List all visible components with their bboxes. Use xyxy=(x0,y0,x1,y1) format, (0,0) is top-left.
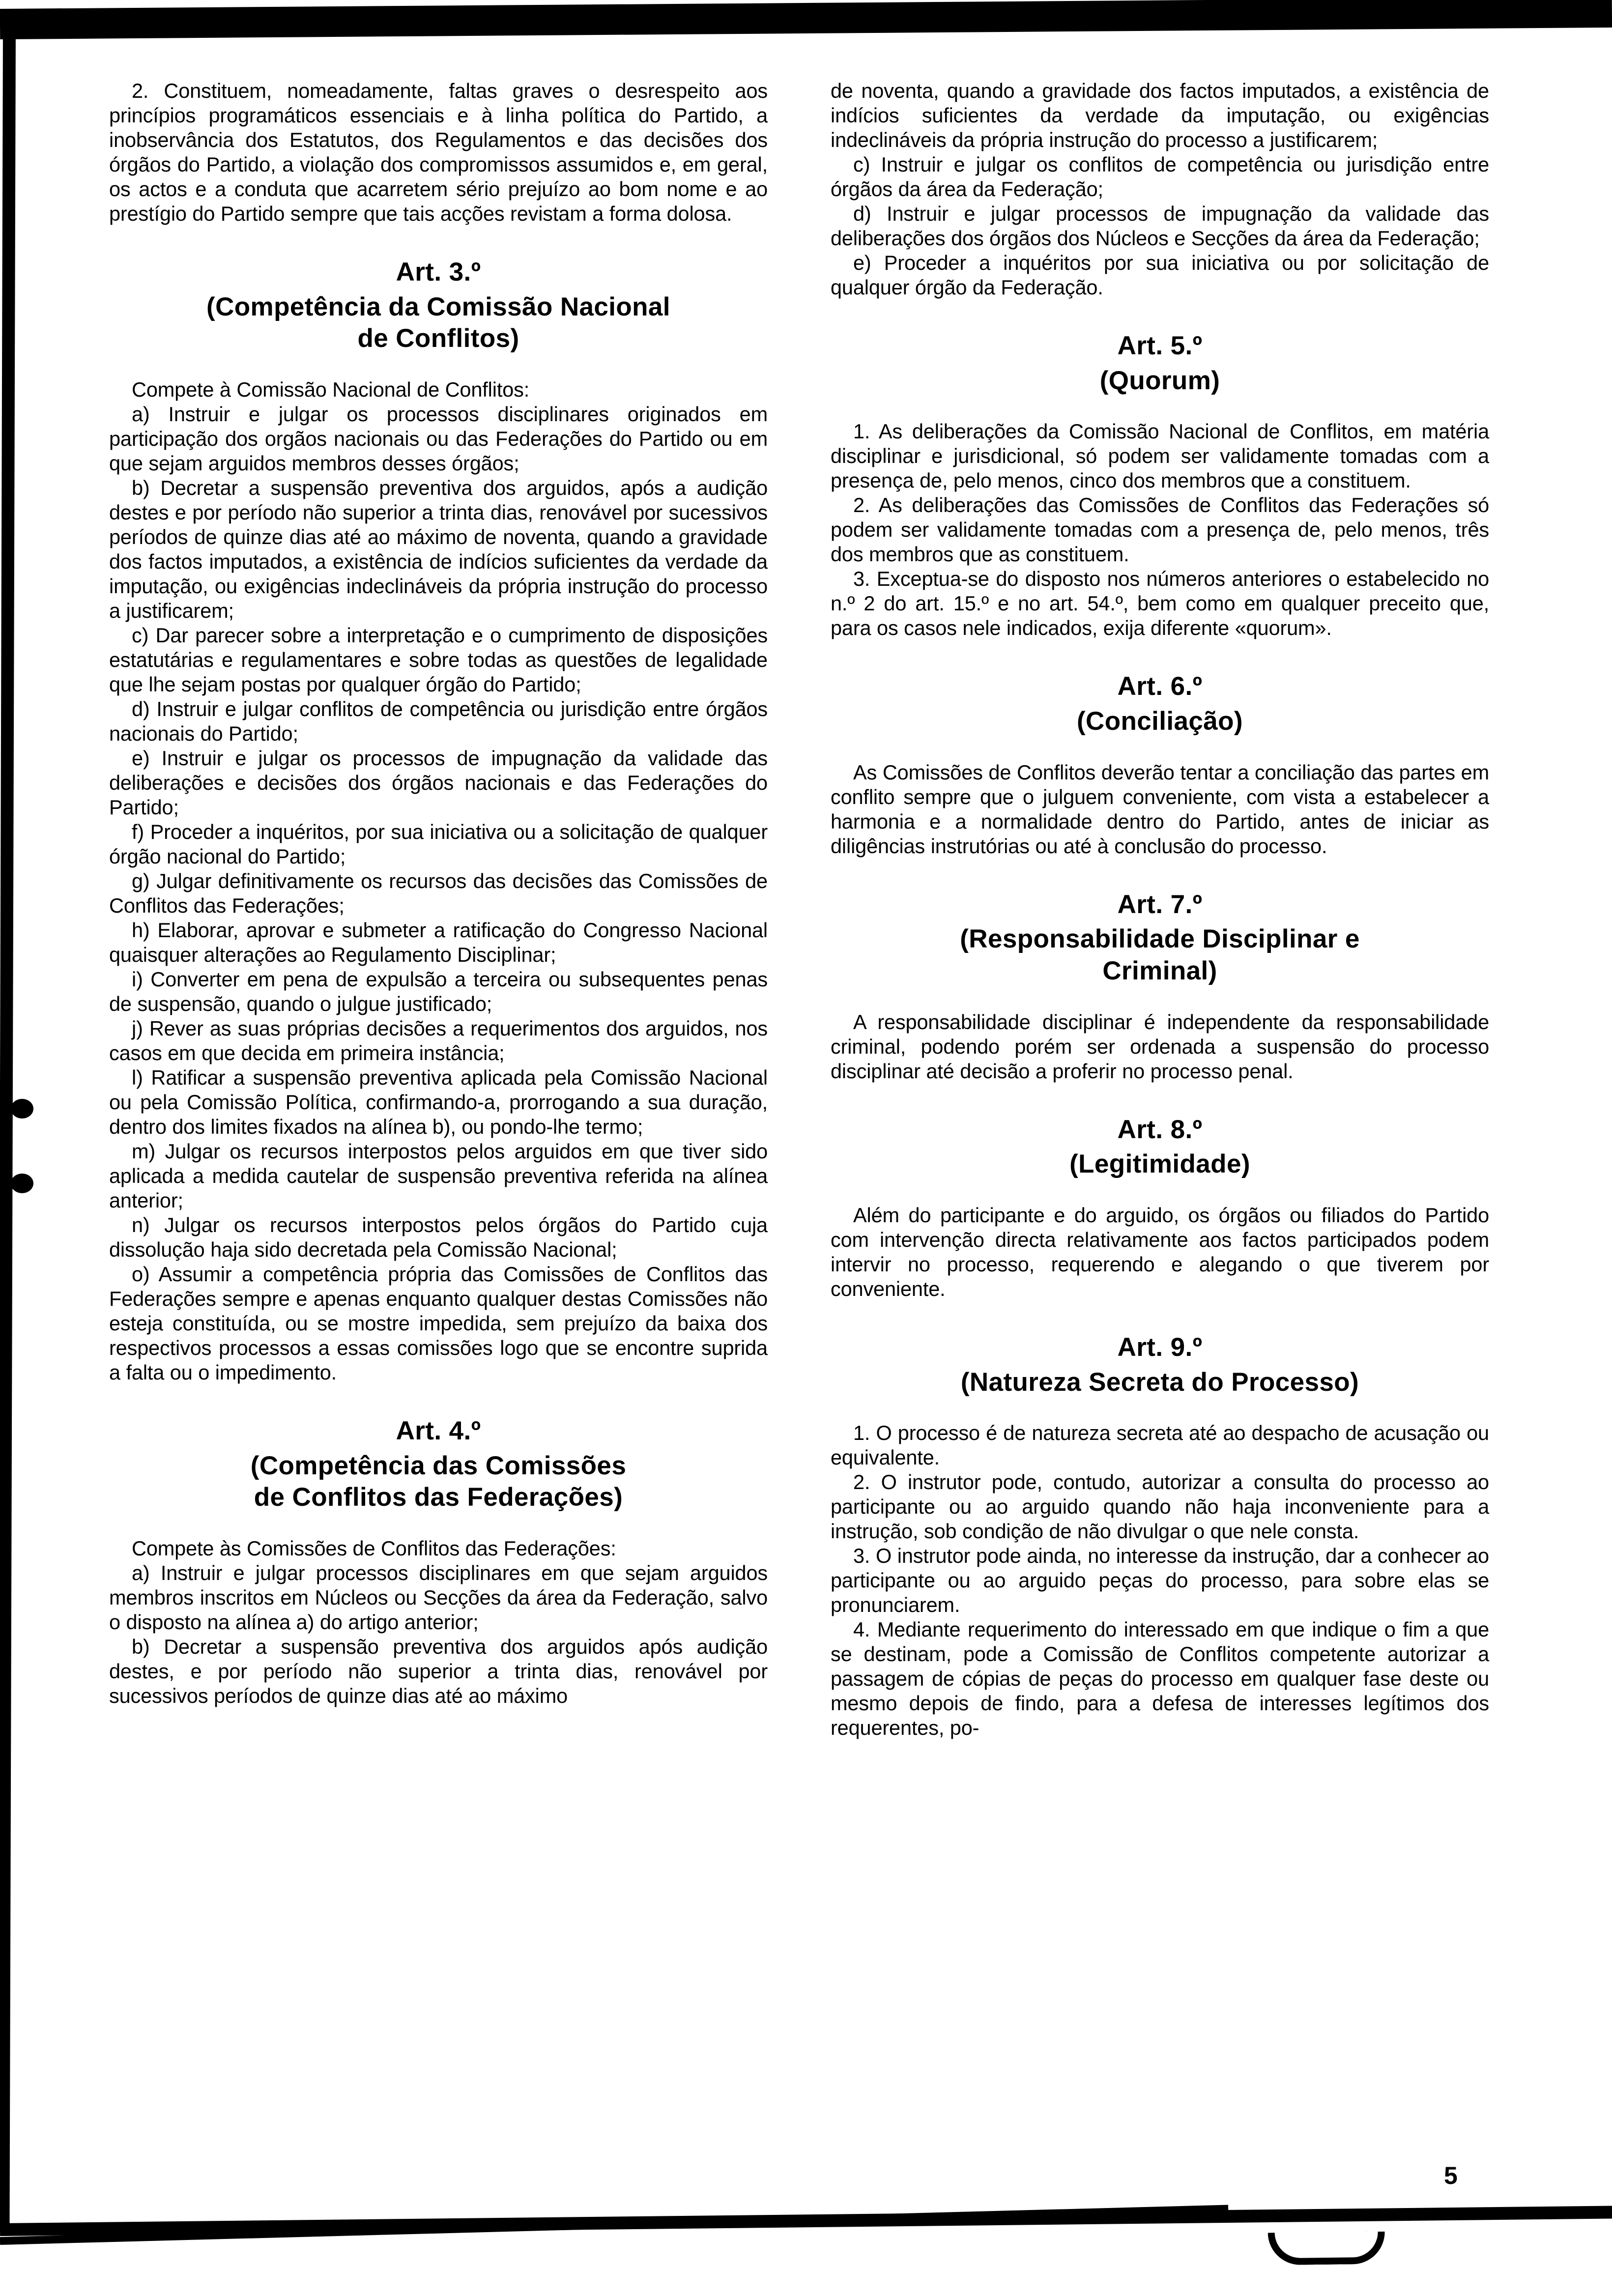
left-column xyxy=(109,79,768,1708)
article-4-item-d: d) Instruir e julgar processos de impugnação da validade das deliberações dos órgãos dos Núcleos e Secções da área da Federação; xyxy=(831,202,1489,250)
article-3-item-b: b) Decretar a suspensão preventiva dos arguidos, após a audição destes e por período não superior a trinta dias, renovável por sucessivos períodos de quinze dias até ao máximo de noventa, quando a gravidade dos factos imputados, a existência de indícios suficientes da verdade da imputação, ou exigências indeclináveis da própria instrução do processo a justificarem; xyxy=(109,476,768,622)
article-5-number: Art. 5.º xyxy=(1117,331,1203,360)
article-5-title-line-1: (Quorum) xyxy=(1099,366,1220,395)
article-8-body: Além do participante e do arguido, os órgãos ou filiados do Partido com intervenção directa relativamente aos factos participados podem intervir no processo, requerendo e alegando o que tiverem por conveniente. xyxy=(831,1203,1489,1300)
article-9-item-3: 3. O instrutor pode ainda, no interesse da instrução, dar a conhecer ao participante ou ao arguido peças do processo, para sobre elas se pronunciarem. xyxy=(831,1544,1489,1617)
article-3-item-n: n) Julgar os recursos interpostos pelos órgãos do Partido cuja dissolução haja sido decretada pela Comissão Nacional; xyxy=(109,1213,768,1261)
article-3-item-g: g) Julgar definitivamente os recursos das decisões das Comissões de Conflitos das Federações; xyxy=(109,869,768,917)
article-4-lead: Compete às Comissões de Conflitos das Federações: xyxy=(132,1536,616,1560)
article-9-title-line-1: (Natureza Secreta do Processo) xyxy=(960,1367,1359,1397)
article-3-item-i: i) Converter em pena de expulsão a terceira ou subsequentes penas de suspensão, quando o julgue justificado; xyxy=(109,967,768,1015)
article-7-title-line-1: (Responsabilidade Disciplinar e xyxy=(960,924,1360,954)
article-7-body: A responsabilidade disciplinar é independente da responsabilidade criminal, podendo porém ser ordenada a suspensão do processo disciplinar até decisão a proferir no processo penal. xyxy=(831,1010,1489,1083)
article-7-title-line-2: Criminal) xyxy=(1102,956,1217,985)
article-3-item-l: l) Ratificar a suspensão preventiva aplicada pela Comissão Nacional ou pela Comissão Política, confirmando-a, prorrogando a sua duração, dentro dos limites fixados na alínea b), ou pondo-lhe termo; xyxy=(109,1065,768,1138)
article-6-title-line-1: (Conciliação) xyxy=(1077,706,1243,736)
article-4-title-line-2: de Conflitos das Federações) xyxy=(254,1483,623,1512)
article-3-item-o: o) Assumir a competência própria das Comissões de Conflitos das Federações sempre e apenas enquanto qualquer destas Comissões não esteja constituída, ou se mostre impedida, sem prejuízo da baixa dos respectivos processos a essas comissões logo que se encontre suprida a falta ou o impedimento. xyxy=(109,1262,768,1384)
article-3-number: Art. 3.º xyxy=(396,258,481,287)
article-9-number: Art. 9.º xyxy=(1117,1332,1203,1362)
article-4-title-line-1: (Competência das Comissões xyxy=(250,1451,627,1480)
article-3-item-f: f) Proceder a inquéritos, por sua iniciativa ou a solicitação de qualquer órgão nacional do Partido; xyxy=(109,820,768,868)
article-5-item-3: 3. Exceptua-se do disposto nos números anteriores o estabelecido no n.º 2 do art. 15.º e no art. 54.º, bem como em qualquer preceito que, para os casos nele indicados, exija diferente «quorum». xyxy=(831,567,1489,640)
article-3-item-m: m) Julgar os recursos interpostos pelos arguidos em que tiver sido aplicada a medida cautelar de suspensão preventiva referida na alínea anterior; xyxy=(109,1139,768,1212)
article-3-item-e: e) Instruir e julgar os processos de impugnação da validade das deliberações e decisões dos órgãos nacionais e das Federações do Partido; xyxy=(109,746,768,819)
heading-article-9 xyxy=(831,1332,1489,1398)
article-3-item-j: j) Rever as suas próprias decisões a requerimentos dos arguidos, nos casos em que decida em primeira instância; xyxy=(109,1016,768,1064)
article-4-item-a: a) Instruir e julgar processos disciplinares em que sejam arguidos membros inscritos em Núcleos ou Secções da área da Federação, salvo o disposto na alínea a) do artigo anterior; xyxy=(109,1561,768,1634)
paragraph-article2-item2: 2. Constituem, nomeadamente, faltas graves o desrespeito aos princípios programáticos essenciais e à linha política do Partido, a inobservância dos Estatutos, dos Regulamentos e das decisões dos órgãos do Partido, a violação dos compromissos assumidos e, em geral, os actos e a conduta que acarretem sério prejuízo ao bom nome e ao prestígio do Partido sempre que tais acções revistam a forma dolosa. xyxy=(109,79,768,225)
right-column xyxy=(831,79,1489,1740)
article-6-body: As Comissões de Conflitos deverão tentar a conciliação das partes em conflito sempre que o julguem conveniente, com vista a estabelecer a harmonia e a normalidade dentro do Partido, antes de iniciar as diligências instrutórias ou até à conclusão do processo. xyxy=(831,760,1489,858)
article-4-number: Art. 4.º xyxy=(396,1416,481,1445)
article-6-number: Art. 6.º xyxy=(1117,672,1203,701)
article-4-item-b: b) Decretar a suspensão preventiva dos arguidos após audição destes, e por período não superior a trinta dias, renovável por sucessivos períodos de quinze dias até ao máximo xyxy=(109,1635,768,1707)
article-8-number: Art. 8.º xyxy=(1117,1115,1203,1144)
article-9-item-1: 1. O processo é de natureza secreta até ao despacho de acusação ou equivalente. xyxy=(831,1421,1489,1469)
article-4-item-e: e) Proceder a inquéritos por sua iniciativa ou por solicitação de qualquer órgão da Federação. xyxy=(831,251,1489,299)
article-3-title-line-2: de Conflitos) xyxy=(357,324,519,353)
heading-article-7 xyxy=(831,889,1489,987)
article-4-item-b-continued: de noventa, quando a gravidade dos factos imputados, a existência de indícios suficientes da verdade da imputação, ou exigências indeclináveis da própria instrução do processo a justificarem; xyxy=(831,79,1489,151)
article-4-item-c: c) Instruir e julgar os conflitos de competência ou jurisdição entre órgãos da área da Federação; xyxy=(831,153,1489,201)
article-3-item-c: c) Dar parecer sobre a interpretação e o cumprimento de disposições estatutárias e regulamentares e sobre todas as questões de legalidade que lhe sejam postas por qualquer órgão do Partido; xyxy=(109,623,768,696)
article-9-item-2: 2. O instrutor pode, contudo, autorizar a consulta do processo ao participante ou ao arguido quando não haja inconveniente para a instrução, sob condição de não divulgar o que nele consta. xyxy=(831,1470,1489,1543)
article-3-lead: Compete à Comissão Nacional de Conflitos: xyxy=(132,377,530,401)
heading-article-8 xyxy=(831,1114,1489,1180)
article-5-item-1: 1. As deliberações da Comissão Nacional de Conflitos, em matéria disciplinar e jurisdicional, só podem ser validamente tomadas com a presença de, pelo menos, cinco dos membros que a constituem. xyxy=(831,420,1489,492)
article-5-item-2: 2. As deliberações das Comissões de Conflitos das Federações só podem ser validamente tomadas com a presença de, pelo menos, três dos membros que as constituem. xyxy=(831,493,1489,566)
article-8-title-line-1: (Legitimidade) xyxy=(1069,1149,1250,1179)
article-3-title-line-1: (Competência da Comissão Nacional xyxy=(206,292,670,321)
heading-article-6 xyxy=(831,671,1489,737)
article-3-item-d: d) Instruir e julgar conflitos de competência ou jurisdição entre órgãos nacionais do Partido; xyxy=(109,697,768,745)
heading-article-4 xyxy=(109,1415,768,1514)
article-3-item-a: a) Instruir e julgar os processos disciplinares originados em participação dos orgãos nacionais ou das Federações do Partido ou em que sejam arguidos membros desses órgãos; xyxy=(109,402,768,475)
article-9-item-4: 4. Mediante requerimento do interessado em que indique o fim a que se destinam, pode a Comissão de Conflitos competente autorizar a passagem de cópias de peças do processo em qualquer fase deste ou mesmo depois de findo, para a defesa de interesses legítimos dos requerentes, po- xyxy=(831,1618,1489,1740)
article-3-item-h: h) Elaborar, aprovar e submeter a ratificação do Congresso Nacional quaisquer alterações ao Regulamento Disciplinar; xyxy=(109,918,768,966)
heading-article-3 xyxy=(109,257,768,355)
heading-article-5 xyxy=(831,330,1489,397)
page-number: 5 xyxy=(1444,2162,1458,2189)
article-7-number: Art. 7.º xyxy=(1117,890,1203,919)
